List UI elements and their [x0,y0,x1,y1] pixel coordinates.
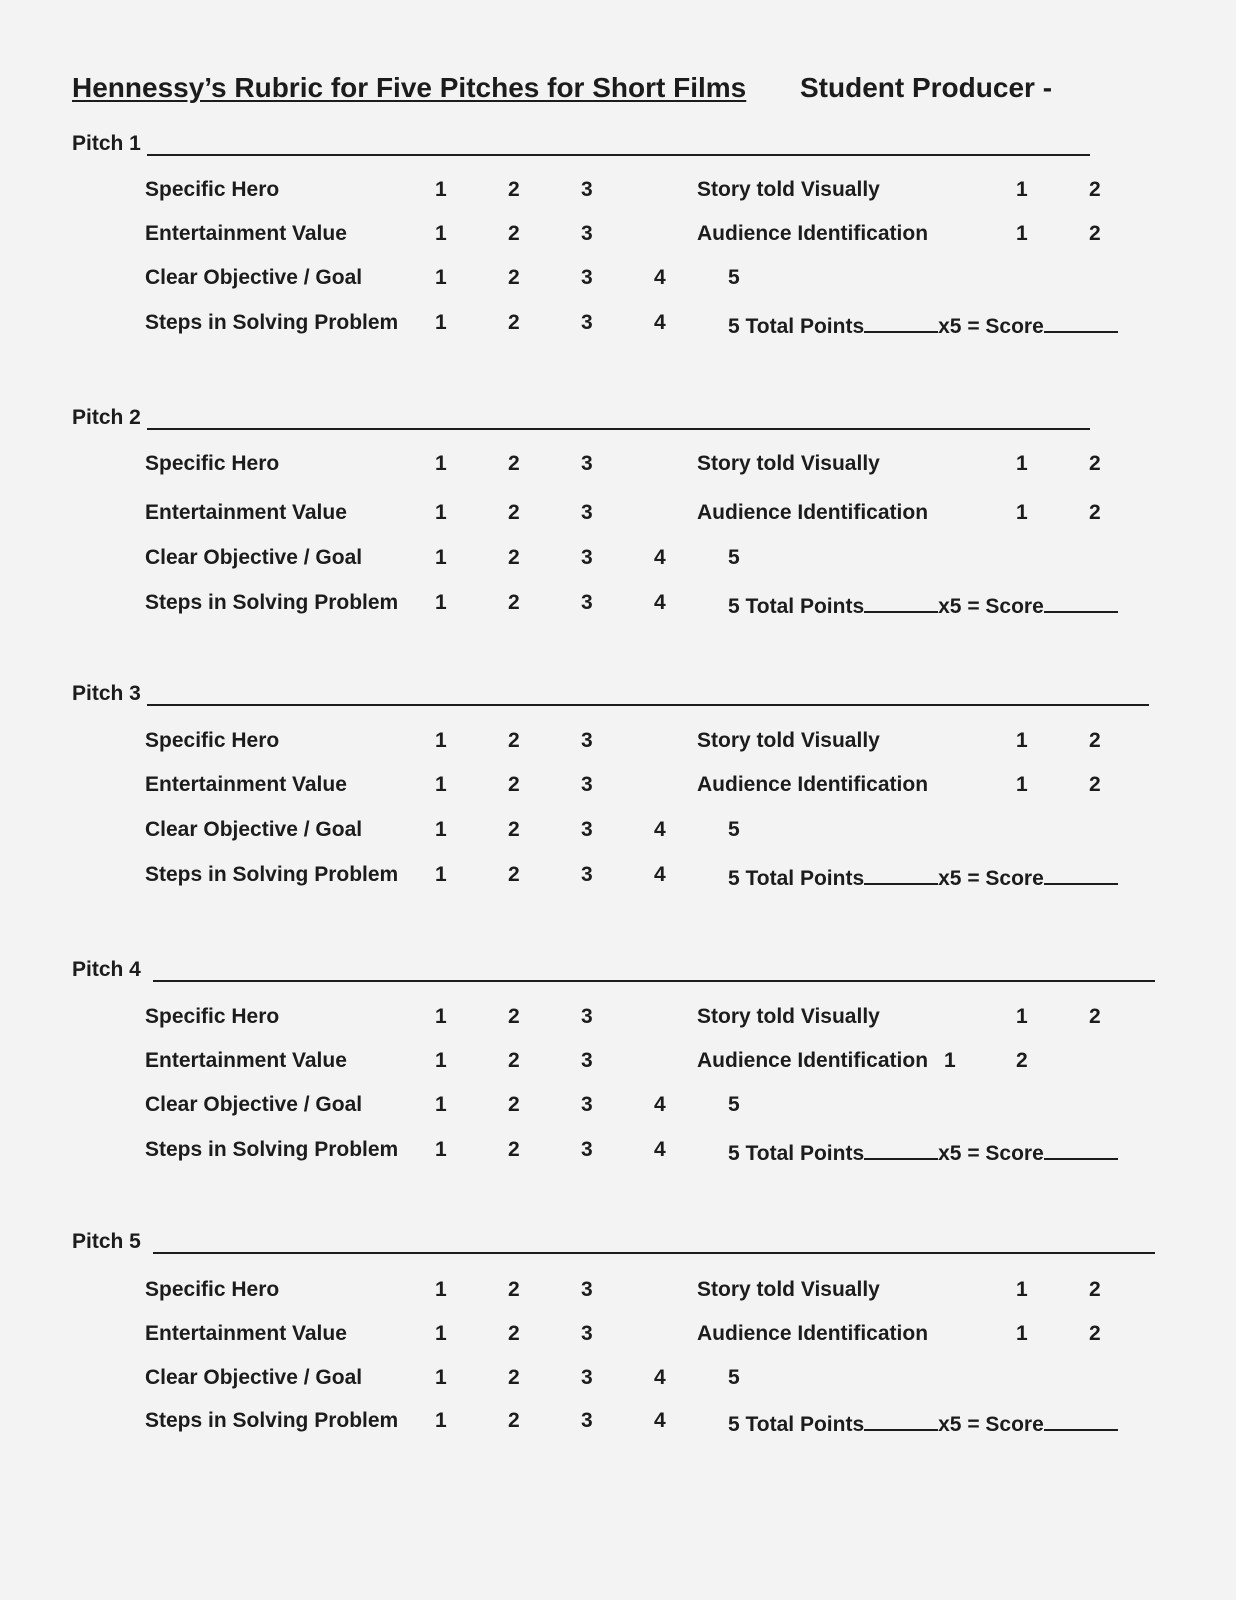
criterion-label: Entertainment Value [145,501,347,524]
score-option[interactable]: 2 [1089,178,1101,201]
criterion-label: Specific Hero [145,1278,280,1301]
score-option[interactable]: 5 [728,818,740,841]
score-option[interactable]: 3 [581,1093,593,1116]
criterion-label: Story told Visually [697,1278,880,1301]
score-option[interactable]: 1 [1016,452,1028,475]
score-option[interactable]: 1 [435,501,447,524]
pitch-title-line [72,1228,1155,1254]
criterion-label: Clear Objective / Goal [145,1093,363,1116]
criterion-label: Steps in Solving Problem [145,591,399,614]
score-option[interactable]: 1 [435,178,447,201]
criterion-label: Specific Hero [145,178,280,201]
pitch-title-line [72,404,1090,430]
score-option[interactable]: 5 [728,546,740,569]
pitch-title-blank[interactable] [147,684,1149,706]
score-option[interactable]: 1 [1016,222,1028,245]
pitch-title-blank[interactable] [147,134,1090,156]
criterion-label: Clear Objective / Goal [145,266,363,289]
total-points-label: 5 Total Points [728,595,865,618]
score-option[interactable]: 1 [435,1138,447,1161]
score-option[interactable]: 1 [435,863,447,886]
score-option[interactable]: 3 [581,452,593,475]
score-option[interactable]: 2 [508,266,520,289]
total-points-blank[interactable] [864,311,938,333]
score-option[interactable]: 2 [508,1278,520,1301]
score-option[interactable]: 1 [435,546,447,569]
pitch-title-line [72,130,1090,156]
score-option[interactable]: 2 [508,1409,520,1432]
criterion-label: Audience Identification [697,1049,929,1072]
criterion-label: Story told Visually [697,452,880,475]
score-option[interactable]: 4 [654,591,666,614]
total-score-line [728,1409,1118,1437]
rubric-row [0,501,1236,527]
score-option[interactable]: 4 [654,546,666,569]
rubric-row [0,863,1236,889]
score-option[interactable]: 2 [508,452,520,475]
score-option[interactable]: 2 [508,729,520,752]
score-option[interactable]: 4 [654,863,666,886]
rubric-row [0,1278,1236,1304]
score-multiplier-label: x5 = Score [938,1142,1044,1165]
score-option[interactable]: 1 [435,1409,447,1432]
criterion-label: Clear Objective / Goal [145,546,363,569]
criterion-label: Story told Visually [697,1005,880,1028]
pitch-label: Pitch 2 [72,406,141,429]
score-option[interactable]: 3 [581,178,593,201]
score-option[interactable]: 5 [728,266,740,289]
pitch-section [0,956,1236,1226]
total-points-label: 5 Total Points [728,1142,865,1165]
total-score-line [728,591,1118,619]
rubric-row [0,818,1236,844]
score-option[interactable]: 1 [435,311,447,334]
pitch-section [0,130,1236,400]
score-option[interactable]: 2 [508,1049,520,1072]
rubric-row [0,1322,1236,1348]
score-option[interactable]: 4 [654,266,666,289]
score-option[interactable]: 2 [1089,773,1101,796]
score-option[interactable]: 4 [654,311,666,334]
score-option[interactable]: 1 [435,773,447,796]
score-option[interactable]: 1 [435,591,447,614]
total-points-label: 5 Total Points [728,315,865,338]
score-multiplier-label: x5 = Score [938,315,1044,338]
score-option[interactable]: 2 [1089,1005,1101,1028]
total-points-label: 5 Total Points [728,1413,865,1436]
pitch-title-line [72,956,1155,982]
score-blank[interactable] [1044,1409,1118,1431]
criterion-label: Specific Hero [145,1005,280,1028]
score-option[interactable]: 1 [1016,178,1028,201]
score-option[interactable]: 3 [581,1409,593,1432]
score-option[interactable]: 1 [435,1366,447,1389]
score-option[interactable]: 3 [581,501,593,524]
score-option[interactable]: 4 [654,1366,666,1389]
pitch-section [0,404,1236,674]
score-option[interactable]: 5 [728,1366,740,1389]
score-option[interactable]: 3 [581,1278,593,1301]
rubric-row [0,178,1236,204]
score-option[interactable]: 4 [654,818,666,841]
total-score-line [728,311,1118,339]
score-option[interactable]: 3 [581,1049,593,1072]
rubric-row [0,1093,1236,1119]
criterion-label: Steps in Solving Problem [145,311,399,334]
score-option[interactable]: 2 [1089,452,1101,475]
score-multiplier-label: x5 = Score [938,1413,1044,1436]
total-points-label: 5 Total Points [728,867,865,890]
pitch-label: Pitch 3 [72,682,141,705]
score-option[interactable]: 2 [508,863,520,886]
score-blank[interactable] [1044,863,1118,885]
score-option[interactable]: 1 [435,818,447,841]
total-points-blank[interactable] [864,1138,938,1160]
rubric-row [0,1049,1236,1075]
criterion-label: Steps in Solving Problem [145,863,399,886]
pitch-section [0,1228,1236,1498]
rubric-row [0,1409,1236,1435]
criterion-label: Specific Hero [145,729,280,752]
score-option[interactable]: 2 [1016,1049,1028,1072]
score-option[interactable]: 1 [435,1322,447,1345]
score-option[interactable]: 2 [1089,501,1101,524]
score-option[interactable]: 1 [435,222,447,245]
score-option[interactable]: 3 [581,863,593,886]
score-option[interactable]: 3 [581,1138,593,1161]
score-option[interactable]: 1 [435,1005,447,1028]
pitch-label: Pitch 4 [72,958,141,981]
criterion-label: Entertainment Value [145,222,347,245]
score-blank[interactable] [1044,591,1118,613]
criterion-label: Clear Objective / Goal [145,1366,363,1389]
score-multiplier-label: x5 = Score [938,867,1044,890]
score-option[interactable]: 3 [581,546,593,569]
score-blank[interactable] [1044,1138,1118,1160]
rubric-row [0,729,1236,755]
score-option[interactable]: 1 [435,729,447,752]
score-option[interactable]: 1 [1016,1005,1028,1028]
score-blank[interactable] [1044,311,1118,333]
score-option[interactable]: 2 [508,1005,520,1028]
score-option[interactable]: 3 [581,266,593,289]
criterion-label: Story told Visually [697,178,880,201]
score-option[interactable]: 1 [435,1049,447,1072]
score-option[interactable]: 1 [944,1049,956,1072]
total-score-line [728,863,1118,891]
criterion-label: Entertainment Value [145,1049,347,1072]
score-option[interactable]: 2 [508,1322,520,1345]
score-option[interactable]: 2 [1089,1278,1101,1301]
rubric-row [0,546,1236,572]
score-option[interactable]: 2 [508,311,520,334]
student-producer-label: Student Producer - [800,72,1053,103]
pitch-label: Pitch 5 [72,1230,141,1253]
score-option[interactable]: 2 [508,501,520,524]
rubric-row [0,1138,1236,1164]
score-option[interactable]: 3 [581,591,593,614]
score-option[interactable]: 3 [581,1005,593,1028]
score-option[interactable]: 3 [581,1322,593,1345]
score-option[interactable]: 3 [581,773,593,796]
score-option[interactable]: 1 [435,1278,447,1301]
criterion-label: Specific Hero [145,452,280,475]
pitch-section [0,680,1236,950]
pitch-title-blank[interactable] [153,1232,1155,1254]
criterion-label: Clear Objective / Goal [145,818,363,841]
criterion-label: Entertainment Value [145,773,347,796]
rubric-row [0,591,1236,617]
total-points-blank[interactable] [864,1409,938,1431]
score-option[interactable]: 2 [1089,729,1101,752]
score-option[interactable]: 4 [654,1138,666,1161]
criterion-label: Steps in Solving Problem [145,1138,399,1161]
pitch-title-blank[interactable] [153,960,1155,982]
rubric-row [0,266,1236,292]
pitch-label: Pitch 1 [72,132,141,155]
rubric-row [0,452,1236,478]
score-option[interactable]: 2 [508,546,520,569]
score-option[interactable]: 2 [508,591,520,614]
score-option[interactable]: 1 [1016,1278,1028,1301]
criterion-label: Audience Identification [697,1322,929,1345]
score-option[interactable]: 2 [1089,1322,1101,1345]
rubric-row [0,1005,1236,1031]
score-option[interactable]: 2 [508,773,520,796]
criterion-label: Entertainment Value [145,1322,347,1345]
score-option[interactable]: 1 [435,452,447,475]
score-option[interactable]: 1 [435,1093,447,1116]
criterion-label: Story told Visually [697,729,880,752]
rubric-row [0,222,1236,248]
score-option[interactable]: 1 [1016,501,1028,524]
score-option[interactable]: 1 [1016,1322,1028,1345]
total-score-line [728,1138,1118,1166]
score-option[interactable]: 3 [581,729,593,752]
total-points-blank[interactable] [864,863,938,885]
criterion-label: Audience Identification [697,773,929,796]
rubric-row [0,773,1236,799]
score-option[interactable]: 2 [508,1093,520,1116]
score-option[interactable]: 2 [508,1138,520,1161]
score-option[interactable]: 4 [654,1409,666,1432]
score-option[interactable]: 1 [435,266,447,289]
rubric-row [0,311,1236,337]
score-option[interactable]: 3 [581,311,593,334]
pitch-title-blank[interactable] [147,408,1090,430]
page-title: Hennessy’s Rubric for Five Pitches for Short Films [72,72,747,103]
score-multiplier-label: x5 = Score [938,595,1044,618]
score-option[interactable]: 3 [581,818,593,841]
score-option[interactable]: 1 [1016,729,1028,752]
total-points-blank[interactable] [864,591,938,613]
score-option[interactable]: 1 [1016,773,1028,796]
score-option[interactable]: 4 [654,1093,666,1116]
score-option[interactable]: 2 [508,178,520,201]
score-option[interactable]: 2 [508,222,520,245]
score-option[interactable]: 5 [728,1093,740,1116]
score-option[interactable]: 2 [508,1366,520,1389]
score-option[interactable]: 3 [581,222,593,245]
score-option[interactable]: 2 [508,818,520,841]
score-option[interactable]: 2 [1089,222,1101,245]
criterion-label: Steps in Solving Problem [145,1409,399,1432]
criterion-label: Audience Identification [697,222,929,245]
criterion-label: Audience Identification [697,501,929,524]
rubric-row [0,1366,1236,1392]
score-option[interactable]: 3 [581,1366,593,1389]
pitch-title-line [72,680,1149,706]
